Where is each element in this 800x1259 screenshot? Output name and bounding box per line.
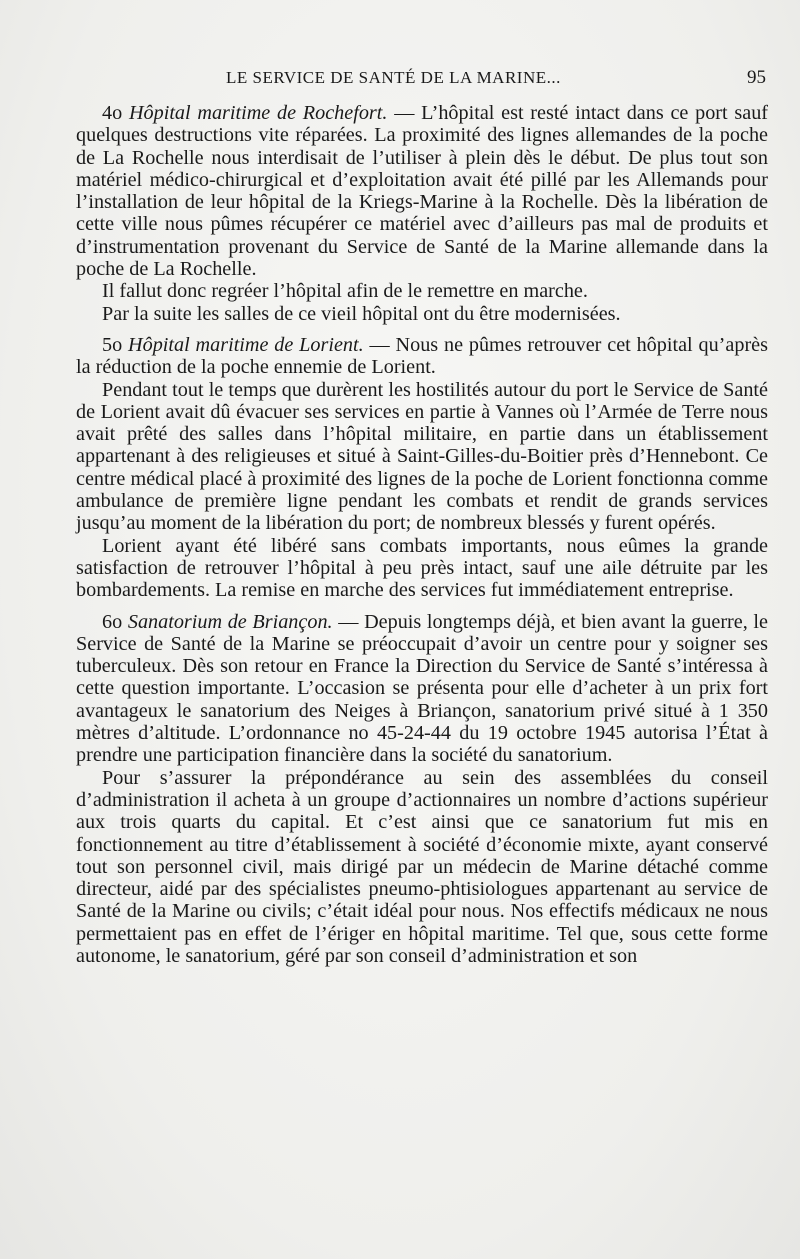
page-number: 95 [747,67,766,88]
paragraph-text: — L’hôpital est resté intact dans ce port sauf quelques destructions vite réparées. La proximité des lignes allemandes de la poche de La Rochelle nous interdisait de l’utiliser à plein dès le début. De plus tout son matériel médico-chirurgical et d’exploitation avait été pillé par les Allemands pour l’installation de leur hôpital de la Kriegs-Marine à la Rochelle. Dès la libération de cette ville nous pûmes récupérer ce matériel avec d’ailleurs pas mal de produits et d’instrumentation provenant du Service de Santé de la Marine allemande dans la poche de La Rochelle. [76,102,769,281]
section-number: 6o [102,610,128,633]
running-title: LE SERVICE DE SANTÉ DE LA MARINE... [226,68,561,87]
running-header [76,68,766,98]
body-text [76,102,768,967]
section-lorient-intro [76,334,768,379]
paragraph: Lorient ayant été libéré sans combats importants, nous eûmes la grande satisfaction de retrouver l’hôpital à peu près intact, sauf une aile détruite par les bombardements. La remise en marche des services fut immédiatement entreprise. [76,534,768,602]
paragraph: Pendant tout le temps que durèrent les hostilités autour du port le Service de Santé de Lorient avait dû évacuer ses services en partie à Vannes où l’Armée de Terre nous avait prêté des salles dans l’hôpital militaire, en partie dans un établissement appartenant à des religieuses et situé à Saint-Gilles-du-Boitier près d’Hennebont. Ce centre médical placé à proximité des lignes de la poche de Lorient fonctionna comme ambulance de première ligne pendant les combats et rendit de grands services jusqu’au moment de la libération du port; de nombreux blessés y furent opérés. [76,378,768,535]
section-number: 4o [102,102,129,124]
paragraph: Pour s’assurer la prépondérance au sein des assemblées du conseil d’administration il acheta à un groupe d’actionnaires un nombre d’actions supérieur aux trois quarts du capital. Et c’est ainsi que ce sanatorium fut mis en fonctionnement au titre d’établissement à société d’économie mixte, ayant conservé tout son personnel civil, mais dirigé par un médecin de Marine détaché comme directeur, aidé par des spécialistes pneumo-phtisiologues appartenant au service de Santé de la Marine ou civils; c’était idéal pour nous. Nos effectifs médicaux ne nous permettaient pas en effet de l’ériger en hôpital maritime. Tel que, sous cette forme autonome, le sanatorium, géré par son conseil d’administration et son [76,766,768,967]
section-rochefort-intro [76,102,768,280]
paragraph: Par la suite les salles de ce vieil hôpital ont du être modernisées. [102,302,621,325]
paragraph: Il fallut donc regréer l’hôpital afin de le remettre en marche. [102,280,588,303]
paragraph-text: — Depuis longtemps déjà, et bien avant la guerre, le Service de Santé de la Marine se préoccupait d’avoir un centre pour y soigner ses tuberculeux. Dès son retour en France la Direction du Service de Santé s’intéressa à cette question importante. L’occasion se présenta pour elle d’acheter à un prix fort avantageux le sanatorium des Neiges à Briançon, sanatorium privé situé à 1 350 mètres d’altitude. L’ordonnance no 45-24-44 du 19 octobre 1945 autorisa l’État à prendre une participation financière dans la société du sanatorium. [76,610,768,767]
section-heading: Hôpital maritime de Rochefort. [128,102,388,124]
section-heading: Sanatorium de Briançon. [127,610,333,633]
section-number: 5o [102,333,129,356]
section-heading: Hôpital maritime de Lorient. [128,333,364,356]
section-briancon-intro [76,611,768,767]
paragraph-text: — Nous ne pûmes retrouver cet hôpital qu’après la réduction de la poche ennemie de Lorient. [76,333,768,379]
